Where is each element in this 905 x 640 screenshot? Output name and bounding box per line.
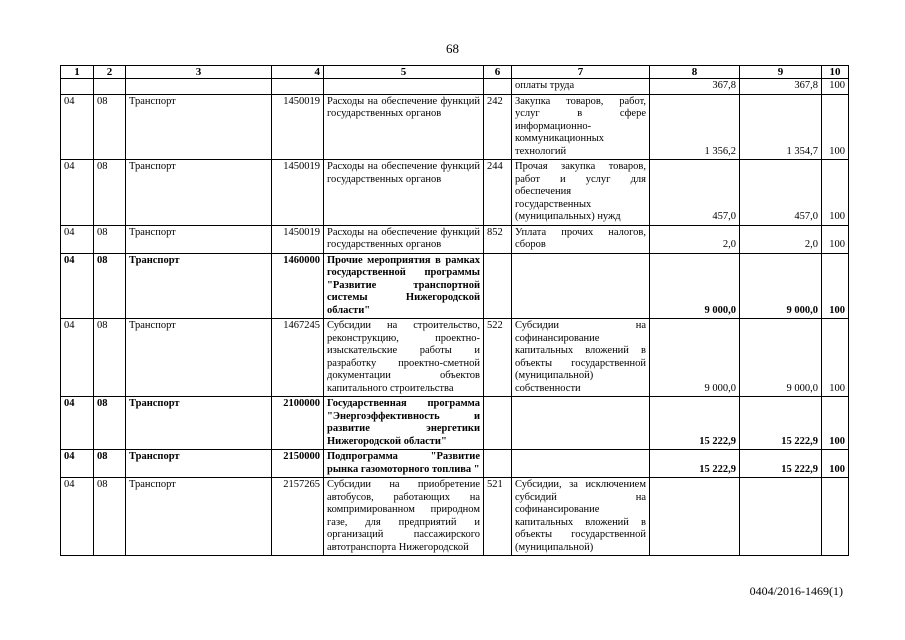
percent-cell: 100 — [822, 397, 849, 450]
table-row — [61, 450, 849, 478]
subsection-cell: 08 — [94, 397, 126, 450]
target-code-cell: 2100000 — [272, 397, 324, 450]
planned-amount-cell: 367,8 — [650, 79, 740, 95]
actual-amount-cell: 1 354,7 — [740, 94, 822, 160]
column-header: 3 — [126, 66, 272, 79]
percent-cell: 100 — [822, 94, 849, 160]
target-name-cell: Прочие мероприятия в рамках государственной программы "Развитие транспортной системы Нижегородской области" — [324, 253, 484, 319]
section-name-cell — [126, 79, 272, 95]
section-name-cell: Транспорт — [126, 160, 272, 226]
expense-type-cell — [484, 79, 512, 95]
section-cell: 04 — [61, 397, 94, 450]
expense-type-cell — [484, 253, 512, 319]
section-cell: 04 — [61, 478, 94, 556]
column-header: 9 — [740, 66, 822, 79]
table-row — [61, 225, 849, 253]
section-name-cell: Транспорт — [126, 319, 272, 397]
column-header: 5 — [324, 66, 484, 79]
budget-table — [60, 65, 849, 556]
section-cell: 04 — [61, 94, 94, 160]
planned-amount-cell: 9 000,0 — [650, 253, 740, 319]
subsection-cell: 08 — [94, 94, 126, 160]
target-name-cell: Субсидии на строительство, реконструкцию, проектно-изыскательские работы и разработку проектно-сметной документации объектов капитального строительства — [324, 319, 484, 397]
actual-amount-cell: 15 222,9 — [740, 397, 822, 450]
target-code-cell: 1450019 — [272, 225, 324, 253]
expense-name-cell — [512, 397, 650, 450]
table-row — [61, 79, 849, 95]
column-header: 8 — [650, 66, 740, 79]
target-code-cell: 1460000 — [272, 253, 324, 319]
column-header: 6 — [484, 66, 512, 79]
column-header: 4 — [272, 66, 324, 79]
section-name-cell: Транспорт — [126, 450, 272, 478]
target-name-cell: Подпрограмма "Развитие рынка газомоторного топлива " — [324, 450, 484, 478]
planned-amount-cell — [650, 478, 740, 556]
section-name-cell: Транспорт — [126, 94, 272, 160]
planned-amount-cell: 457,0 — [650, 160, 740, 226]
expense-type-cell: 522 — [484, 319, 512, 397]
column-header: 1 — [61, 66, 94, 79]
actual-amount-cell — [740, 478, 822, 556]
expense-type-cell: 852 — [484, 225, 512, 253]
table-body — [61, 79, 849, 556]
expense-type-cell: 242 — [484, 94, 512, 160]
section-name-cell: Транспорт — [126, 225, 272, 253]
expense-name-cell: Закупка товаров, работ, услуг в сфере информационно-коммуникационных технологий — [512, 94, 650, 160]
subsection-cell: 08 — [94, 319, 126, 397]
target-name-cell: Расходы на обеспечение функций государственных органов — [324, 94, 484, 160]
column-header: 7 — [512, 66, 650, 79]
table-row — [61, 253, 849, 319]
subsection-cell — [94, 79, 126, 95]
section-cell: 04 — [61, 225, 94, 253]
planned-amount-cell: 15 222,9 — [650, 397, 740, 450]
percent-cell: 100 — [822, 79, 849, 95]
subsection-cell: 08 — [94, 450, 126, 478]
target-code-cell: 2150000 — [272, 450, 324, 478]
actual-amount-cell: 367,8 — [740, 79, 822, 95]
actual-amount-cell: 9 000,0 — [740, 253, 822, 319]
table-row — [61, 319, 849, 397]
target-code-cell: 1467245 — [272, 319, 324, 397]
actual-amount-cell: 457,0 — [740, 160, 822, 226]
expense-name-cell: Субсидии на софинансирование капитальных вложений в объекты государственной (муниципальной) собственности — [512, 319, 650, 397]
expense-type-cell — [484, 450, 512, 478]
expense-name-cell: Прочая закупка товаров, работ и услуг для обеспечения государственных (муниципальных) нужд — [512, 160, 650, 226]
target-code-cell: 1450019 — [272, 94, 324, 160]
subsection-cell: 08 — [94, 160, 126, 226]
target-name-cell: Расходы на обеспечение функций государственных органов — [324, 160, 484, 226]
percent-cell: 100 — [822, 160, 849, 226]
percent-cell: 100 — [822, 450, 849, 478]
actual-amount-cell: 15 222,9 — [740, 450, 822, 478]
section-name-cell: Транспорт — [126, 478, 272, 556]
expense-type-cell: 521 — [484, 478, 512, 556]
planned-amount-cell: 15 222,9 — [650, 450, 740, 478]
page-number: 68 — [446, 41, 459, 56]
section-cell: 04 — [61, 319, 94, 397]
target-name-cell: Расходы на обеспечение функций государственных органов — [324, 225, 484, 253]
target-code-cell — [272, 79, 324, 95]
expense-name-cell: оплаты труда — [512, 79, 650, 95]
target-code-cell: 2157265 — [272, 478, 324, 556]
expense-type-cell — [484, 397, 512, 450]
planned-amount-cell: 2,0 — [650, 225, 740, 253]
subsection-cell: 08 — [94, 478, 126, 556]
section-name-cell: Транспорт — [126, 397, 272, 450]
table-row — [61, 94, 849, 160]
subsection-cell: 08 — [94, 253, 126, 319]
percent-cell: 100 — [822, 253, 849, 319]
expense-name-cell — [512, 450, 650, 478]
subsection-cell: 08 — [94, 225, 126, 253]
target-name-cell — [324, 79, 484, 95]
section-cell: 04 — [61, 253, 94, 319]
percent-cell: 100 — [822, 225, 849, 253]
expense-name-cell — [512, 253, 650, 319]
section-cell — [61, 79, 94, 95]
document-code: 0404/2016-1469(1) — [749, 584, 843, 598]
table-row — [61, 397, 849, 450]
table-row — [61, 160, 849, 226]
percent-cell — [822, 478, 849, 556]
actual-amount-cell: 2,0 — [740, 225, 822, 253]
section-cell: 04 — [61, 450, 94, 478]
target-name-cell: Государственная программа "Энергоэффективность и развитие энергетики Нижегородской области" — [324, 397, 484, 450]
column-header: 10 — [822, 66, 849, 79]
column-header: 2 — [94, 66, 126, 79]
table-row — [61, 478, 849, 556]
header-row — [61, 66, 849, 79]
section-name-cell: Транспорт — [126, 253, 272, 319]
target-name-cell: Субсидии на приобретение автобусов, работающих на компримированном природном газе, для предприятий и организаций пассажирского автотранспорта Нижегородской — [324, 478, 484, 556]
section-cell: 04 — [61, 160, 94, 226]
planned-amount-cell: 1 356,2 — [650, 94, 740, 160]
planned-amount-cell: 9 000,0 — [650, 319, 740, 397]
actual-amount-cell: 9 000,0 — [740, 319, 822, 397]
target-code-cell: 1450019 — [272, 160, 324, 226]
expense-name-cell: Субсидии, за исключением субсидий на софинансирование капитальных вложений в объекты государственной (муниципальной) — [512, 478, 650, 556]
expense-type-cell: 244 — [484, 160, 512, 226]
expense-name-cell: Уплата прочих налогов, сборов — [512, 225, 650, 253]
percent-cell: 100 — [822, 319, 849, 397]
